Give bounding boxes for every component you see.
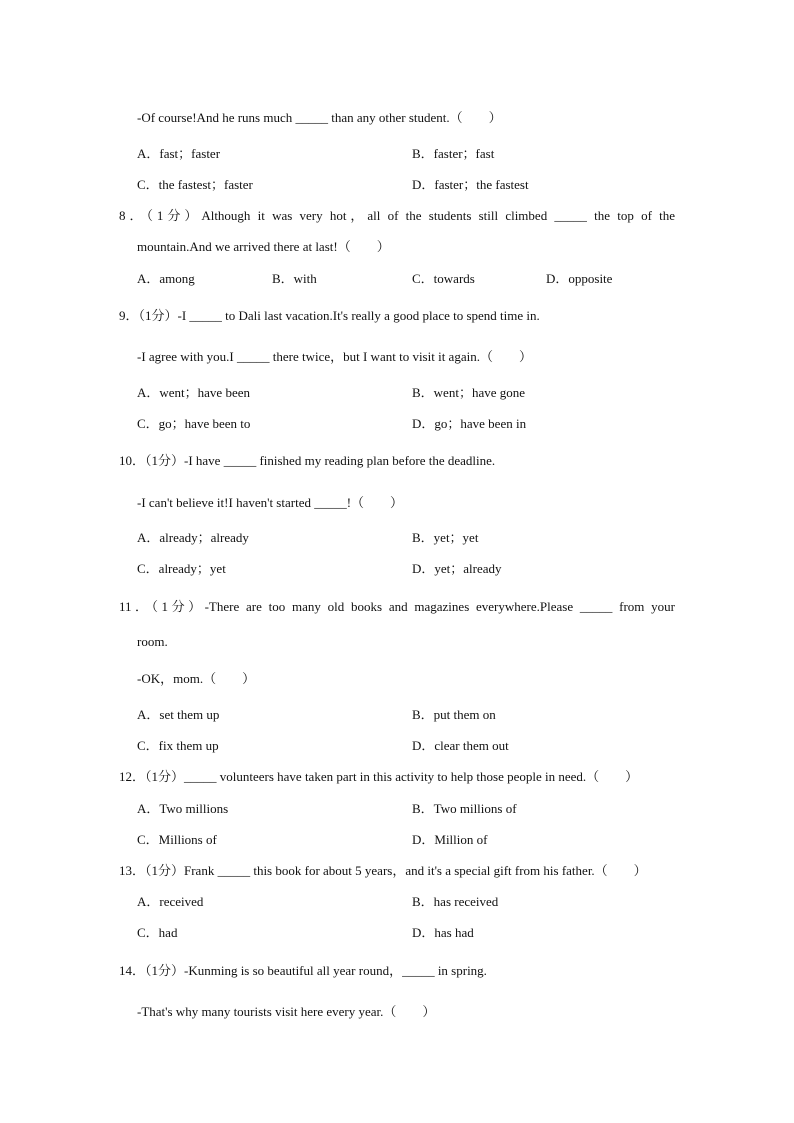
q13-option-a[interactable]: A．received [137, 894, 204, 909]
q11-option-a[interactable]: A．set them up [137, 707, 220, 722]
q13-option-d[interactable]: D．has had [412, 925, 474, 940]
q9-option-b[interactable]: B．went；have gone [412, 385, 526, 400]
q7-option-a[interactable]: A．fast；faster [137, 146, 221, 161]
q10-option-d[interactable]: D．yet；already [412, 561, 502, 576]
q14-question: 14．（1分）-Kunming is so beautiful all year round，_____ in spring. [119, 963, 487, 978]
q9-option-d[interactable]: D．go；have been in [412, 416, 527, 431]
q12-option-c[interactable]: C．Millions of [137, 832, 217, 847]
q10-option-b[interactable]: B．yet；yet [412, 530, 479, 545]
q10-option-c[interactable]: C．already；yet [137, 561, 226, 576]
q14-response: -That's why many tourists visit here every year.（ ） [137, 1004, 436, 1019]
q7-option-d[interactable]: D．faster；the fastest [412, 177, 529, 192]
q10-response: -I can't believe it!I haven't started _____!（ ） [137, 495, 404, 510]
q11-question-cont: room. [137, 634, 168, 649]
q11-response: -OK，mom.（ ） [137, 671, 256, 686]
q7-option-b[interactable]: B．faster；fast [412, 146, 495, 161]
q8-question-cont: mountain.And we arrived there at last!（ ） [137, 239, 390, 254]
q13-option-c[interactable]: C．had [137, 925, 178, 940]
q7-answer-line: -Of course!And he runs much _____ than any other student.（ ） [137, 110, 502, 125]
q11-option-d[interactable]: D．clear them out [412, 738, 509, 753]
q13-question: 13．（1分）Frank _____ this book for about 5 years，and it's a special gift from his father.（ ） [119, 863, 647, 878]
q7-option-c[interactable]: C．the fastest；faster [137, 177, 253, 192]
q9-option-a[interactable]: A．went；have been [137, 385, 250, 400]
q11-option-c[interactable]: C．fix them up [137, 738, 219, 753]
q8-option-c[interactable]: C．towards [412, 271, 475, 286]
q9-question: 9．（1分）-I _____ to Dali last vacation.It's really a good place to spend time in. [119, 308, 540, 323]
q13-option-b[interactable]: B．has received [412, 894, 499, 909]
q11-question: 11．（1分）-There are too many old books and magazines everywhere.Please _____ from your [119, 599, 675, 614]
q8-option-b[interactable]: B．with [272, 271, 317, 286]
q8-option-d[interactable]: D．opposite [546, 271, 613, 286]
q12-option-b[interactable]: B．Two millions of [412, 801, 517, 816]
q11-option-b[interactable]: B．put them on [412, 707, 496, 722]
q10-option-a[interactable]: A．already；already [137, 530, 249, 545]
q9-response: -I agree with you.I _____ there twice，but I want to visit it again.（ ） [137, 349, 532, 364]
q12-question: 12．（1分）_____ volunteers have taken part in this activity to help those people in need.（ ） [119, 769, 639, 784]
q8-question: 8．（1分）Although it was very hot，all of the students still climbed _____ the top of the [119, 208, 675, 223]
q12-option-d[interactable]: D．Million of [412, 832, 488, 847]
q8-option-a[interactable]: A．among [137, 271, 195, 286]
q9-option-c[interactable]: C．go；have been to [137, 416, 251, 431]
q12-option-a[interactable]: A．Two millions [137, 801, 229, 816]
q10-question: 10．（1分）-I have _____ finished my reading plan before the deadline. [119, 453, 496, 468]
